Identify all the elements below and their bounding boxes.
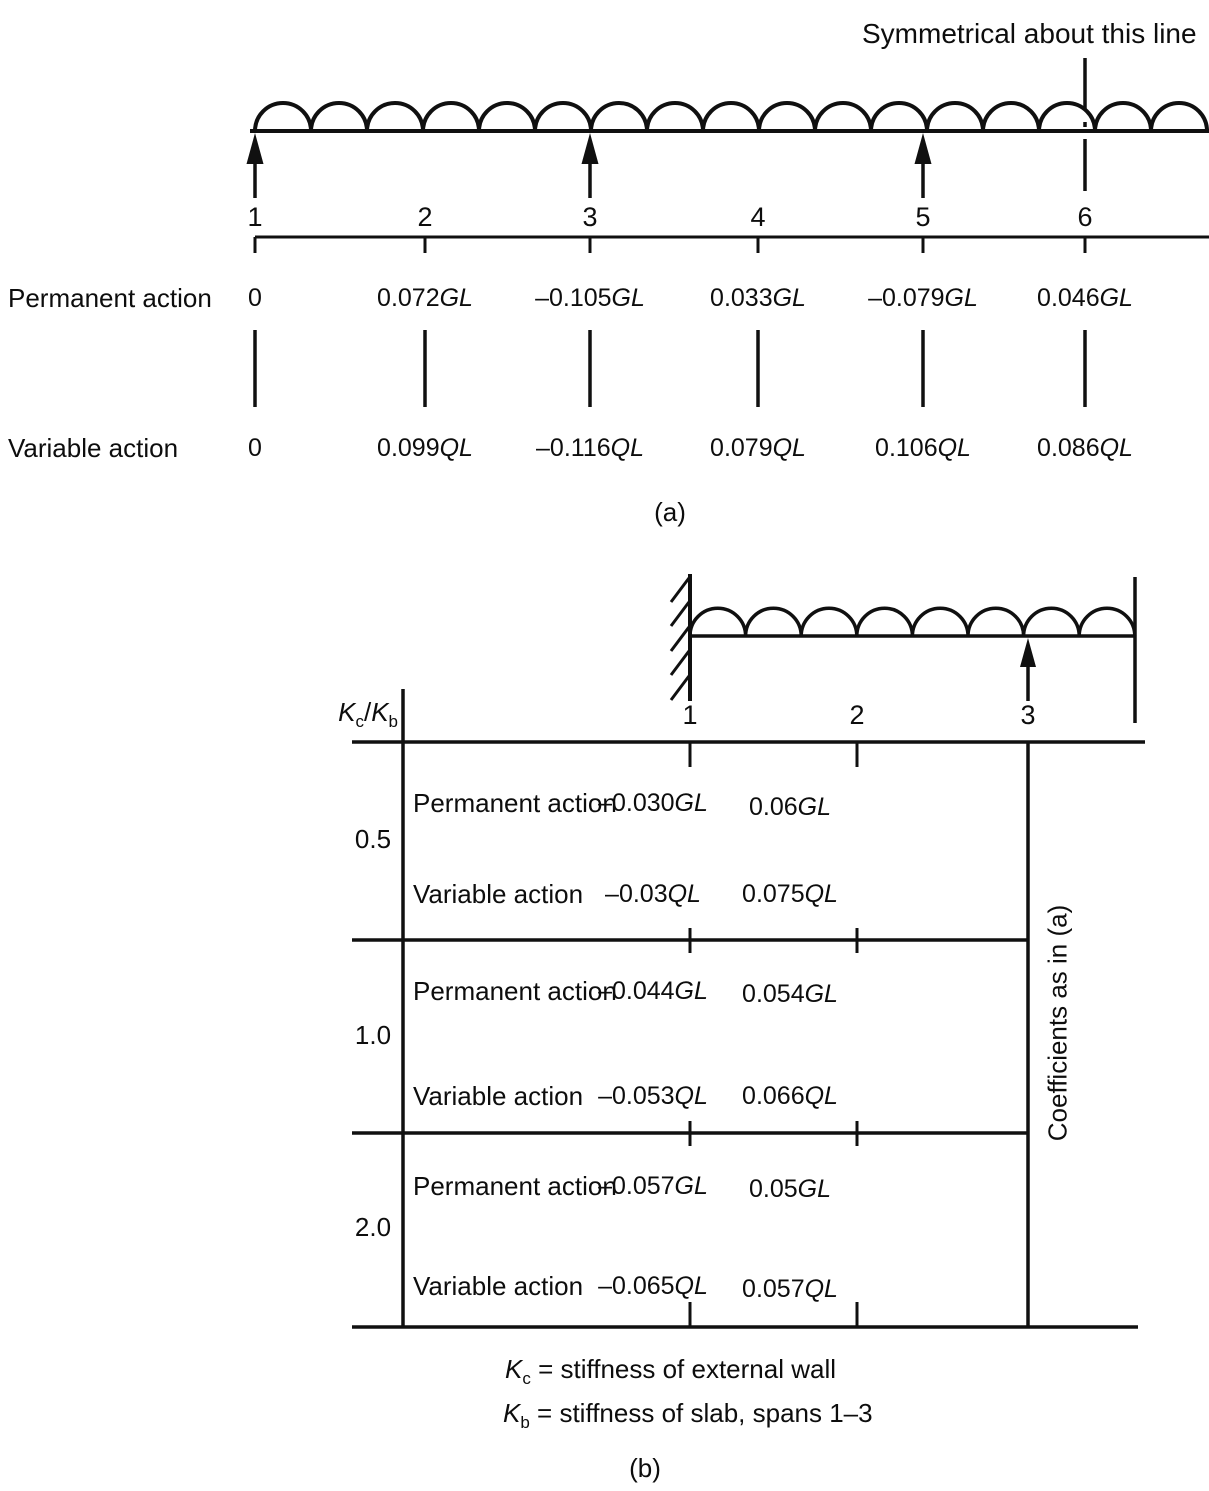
coeff-b-2.0-var-1: –0.065QL [598, 1272, 708, 1300]
caption-b: (b) [629, 1453, 661, 1483]
coeff-a-perm-6: 0.046GL [1037, 284, 1133, 312]
coeff-b-2.0-var-2: 0.057QL [742, 1275, 838, 1303]
coeff-a-var-6: 0.086QL [1037, 434, 1133, 462]
ratio-value-1.0: 1.0 [354, 1020, 392, 1050]
support-arrow-5 [915, 133, 932, 198]
coeff-a-var-5: 0.106QL [875, 434, 971, 462]
coeff-a-perm-5: –0.079GL [868, 284, 978, 312]
row-label-perm-0.5: Permanent action [413, 788, 617, 818]
panel-a-diagram [247, 58, 1209, 407]
ratio-value-0.5: 0.5 [354, 824, 392, 854]
panel-b-diagram [671, 574, 1135, 723]
symmetry-label: Symmetrical about this line [862, 18, 1197, 49]
wall-hatching [671, 578, 689, 700]
coeff-b-0.5-perm-1: –0.030GL [598, 789, 708, 817]
coeff-b-1.0-perm-1: –0.044GL [598, 977, 708, 1005]
coeff-b-1.0-perm-2: 0.054GL [742, 980, 838, 1008]
support-number-a6: 6 [1077, 202, 1093, 232]
support-number-b3: 3 [1020, 700, 1036, 730]
coeff-b-2.0-perm-1: –0.057GL [598, 1172, 708, 1200]
coeff-a-var-3: –0.116QL [536, 434, 644, 462]
coeff-a-perm-1: 0 [248, 284, 262, 312]
coeff-a-perm-2: 0.072GL [377, 284, 473, 312]
coeff-b-1.0-var-2: 0.066QL [742, 1082, 838, 1110]
coeff-a-perm-3: –0.105GL [535, 284, 645, 312]
row-label-perm-1.0: Permanent action [413, 976, 617, 1006]
support-number-b1: 1 [682, 700, 698, 730]
variable-action-row-label: Variable action [8, 433, 179, 463]
legend-kc: $K_c$ = stiffness of external wall [505, 1354, 837, 1389]
coeff-b-1.0-var-1: –0.053QL [598, 1082, 708, 1110]
row-label-var-0.5: Variable action [413, 879, 584, 909]
support-arrow-1 [247, 133, 264, 198]
row-label-var-1.0: Variable action [413, 1081, 584, 1111]
coeff-b-2.0-perm-2: 0.05GL [748, 1175, 832, 1203]
support-number-a2: 2 [417, 202, 433, 232]
support-number-b2: 2 [849, 700, 865, 730]
load-scallops-b [690, 608, 1135, 636]
support-arrow-3 [582, 133, 599, 198]
ratio-value-2.0: 2.0 [354, 1212, 392, 1242]
stiffness-ratio-heading: $K_c/K_b$ [338, 697, 398, 732]
permanent-action-row-label: Permanent action [8, 283, 212, 313]
load-scallops-a [255, 103, 1207, 131]
coeff-a-var-1: 0 [248, 434, 262, 462]
coeff-b-0.5-var-2: 0.075QL [742, 880, 838, 908]
support-number-a1: 1 [247, 202, 263, 232]
coeff-a-var-4: 0.079QL [710, 434, 806, 462]
coeff-a-var-2: 0.099QL [377, 434, 473, 462]
support-number-a3: 3 [582, 202, 598, 232]
table-column-ticks [690, 742, 857, 1327]
support-arrow-b3 [1020, 638, 1036, 701]
side-note-coefficients: Coefficients as in (a) [1042, 904, 1073, 1142]
row-label-var-2.0: Variable action [413, 1271, 584, 1301]
row-label-perm-2.0: Permanent action [413, 1171, 617, 1201]
support-number-a5: 5 [915, 202, 931, 232]
coeff-a-perm-4: 0.033GL [710, 284, 806, 312]
support-number-a4: 4 [750, 202, 766, 232]
row-connector-lines-a [255, 330, 1085, 407]
caption-a: (a) [654, 497, 686, 527]
coeff-b-0.5-perm-2: 0.06GL [748, 793, 832, 821]
legend-kb: $K_b$ = stiffness of slab, spans 1–3 [503, 1398, 873, 1433]
support-scale-line-a [255, 237, 1209, 253]
coeff-b-0.5-var-1: –0.03QL [605, 880, 701, 908]
